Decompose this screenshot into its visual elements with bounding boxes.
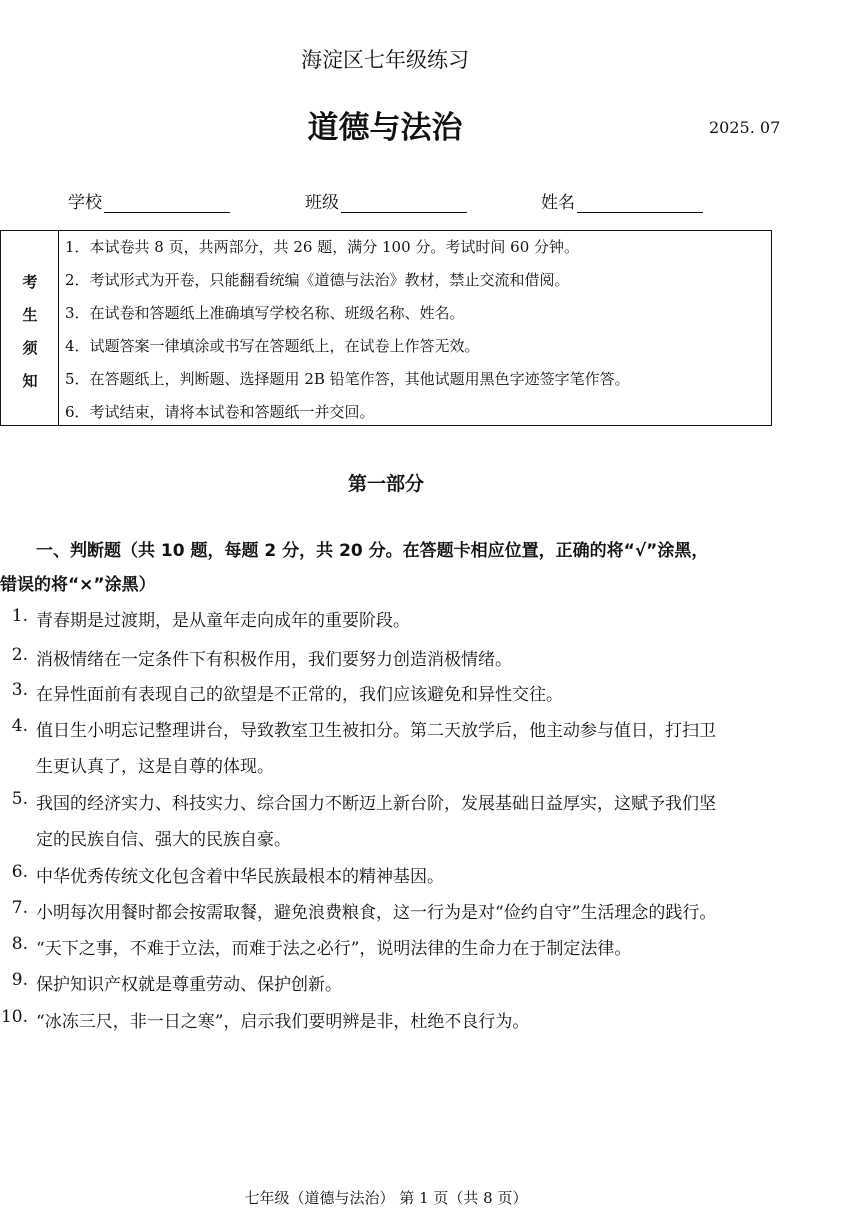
school-label: 学校 [68, 193, 102, 213]
notice-item: 4．试题答案一律填涂或书写在答题纸上，在试卷上作答无效。 [65, 337, 480, 355]
section-heading: 一、判断题（共 10 题，每题 2 分，共 20 分。在答题卡相应位置，正确的将“√”涂黑， [36, 541, 709, 561]
question-text: 在异性面前有表现自己的欲望是不正常的，我们应该避免和异性交往。 [36, 685, 563, 705]
part-heading: 第一部分 [347, 473, 424, 495]
question-text: 我国的经济实力、科技实力、综合国力不断迈上新台阶，发展基础日益厚实，这赋予我们坚 [36, 794, 716, 814]
question-number: 6. [11, 862, 28, 882]
notice-item: 6．考试结束，请将本试卷和答题纸一并交回。 [65, 403, 375, 421]
notice-label [1, 231, 59, 425]
exam-subtitle: 海淀区七年级练习 [301, 48, 469, 72]
question-text: 值日生小明忘记整理讲台，导致教室卫生被扣分。第二天放学后，他主动参与值日，打扫卫 [36, 721, 716, 741]
notice-label-char: 须 [22, 339, 38, 357]
school-field [68, 188, 230, 213]
class-blank[interactable] [341, 194, 467, 213]
question-text: 小明每次用餐时都会按需取餐，避免浪费粮食，这一行为是对“俭约自守”生活理念的践行。 [36, 903, 717, 923]
question-number: 10. [0, 1007, 28, 1027]
exam-title: 道德与法治 [307, 110, 463, 146]
question-text: 保护知识产权就是尊重劳动、保护创新。 [36, 975, 342, 995]
section-heading-cont: 错误的将“×”涂黑） [0, 575, 156, 595]
notice-label-char: 生 [22, 306, 38, 324]
class-field [305, 188, 467, 213]
name-label: 姓名 [541, 193, 575, 213]
question-text: 中华优秀传统文化包含着中华民族最根本的精神基因。 [36, 867, 444, 887]
exam-date: 2025. 07 [709, 118, 781, 137]
question-text-cont: 定的民族自信、强大的民族自豪。 [36, 830, 291, 850]
name-blank[interactable] [577, 194, 703, 213]
notice-item: 5．在答题纸上，判断题、选择题用 2B 铅笔作答，其他试题用黑色字迹签字笔作答。 [65, 370, 630, 388]
notice-label-char: 知 [22, 372, 38, 390]
class-label: 班级 [305, 193, 339, 213]
question-number: 9. [11, 970, 28, 990]
question-number: 8. [11, 934, 28, 954]
name-field [541, 188, 703, 213]
notice-item: 3．在试卷和答题纸上准确填写学校名称、班级名称、姓名。 [65, 304, 465, 322]
school-blank[interactable] [104, 194, 230, 213]
question-text: 消极情绪在一定条件下有积极作用，我们要努力创造消极情绪。 [36, 650, 512, 670]
question-number: 3. [11, 680, 28, 700]
question-number: 2. [11, 645, 28, 665]
question-number: 5. [11, 789, 28, 809]
question-number: 1. [11, 606, 28, 626]
notice-item: 2．考试形式为开卷，只能翻看统编《道德与法治》教材，禁止交流和借阅。 [65, 271, 570, 289]
question-text: “冰冻三尺，非一日之寒”，启示我们要明辨是非，杜绝不良行为。 [36, 1012, 530, 1032]
notice-label-char: 考 [22, 273, 38, 291]
notice-item: 1．本试卷共 8 页，共两部分，共 26 题，满分 100 分。考试时间 60 分钟。 [65, 238, 580, 256]
notice-box [0, 230, 772, 426]
question-text: 青春期是过渡期，是从童年走向成年的重要阶段。 [36, 611, 410, 631]
question-number: 7. [11, 898, 28, 918]
question-number: 4. [11, 716, 28, 736]
page-footer: 七年级（道德与法治） 第 1 页（共 8 页） [244, 1189, 528, 1207]
question-text-cont: 生更认真了，这是自尊的体现。 [36, 757, 274, 777]
question-text: “天下之事，不难于立法，而难于法之必行”，说明法律的生命力在于制定法律。 [36, 939, 632, 959]
